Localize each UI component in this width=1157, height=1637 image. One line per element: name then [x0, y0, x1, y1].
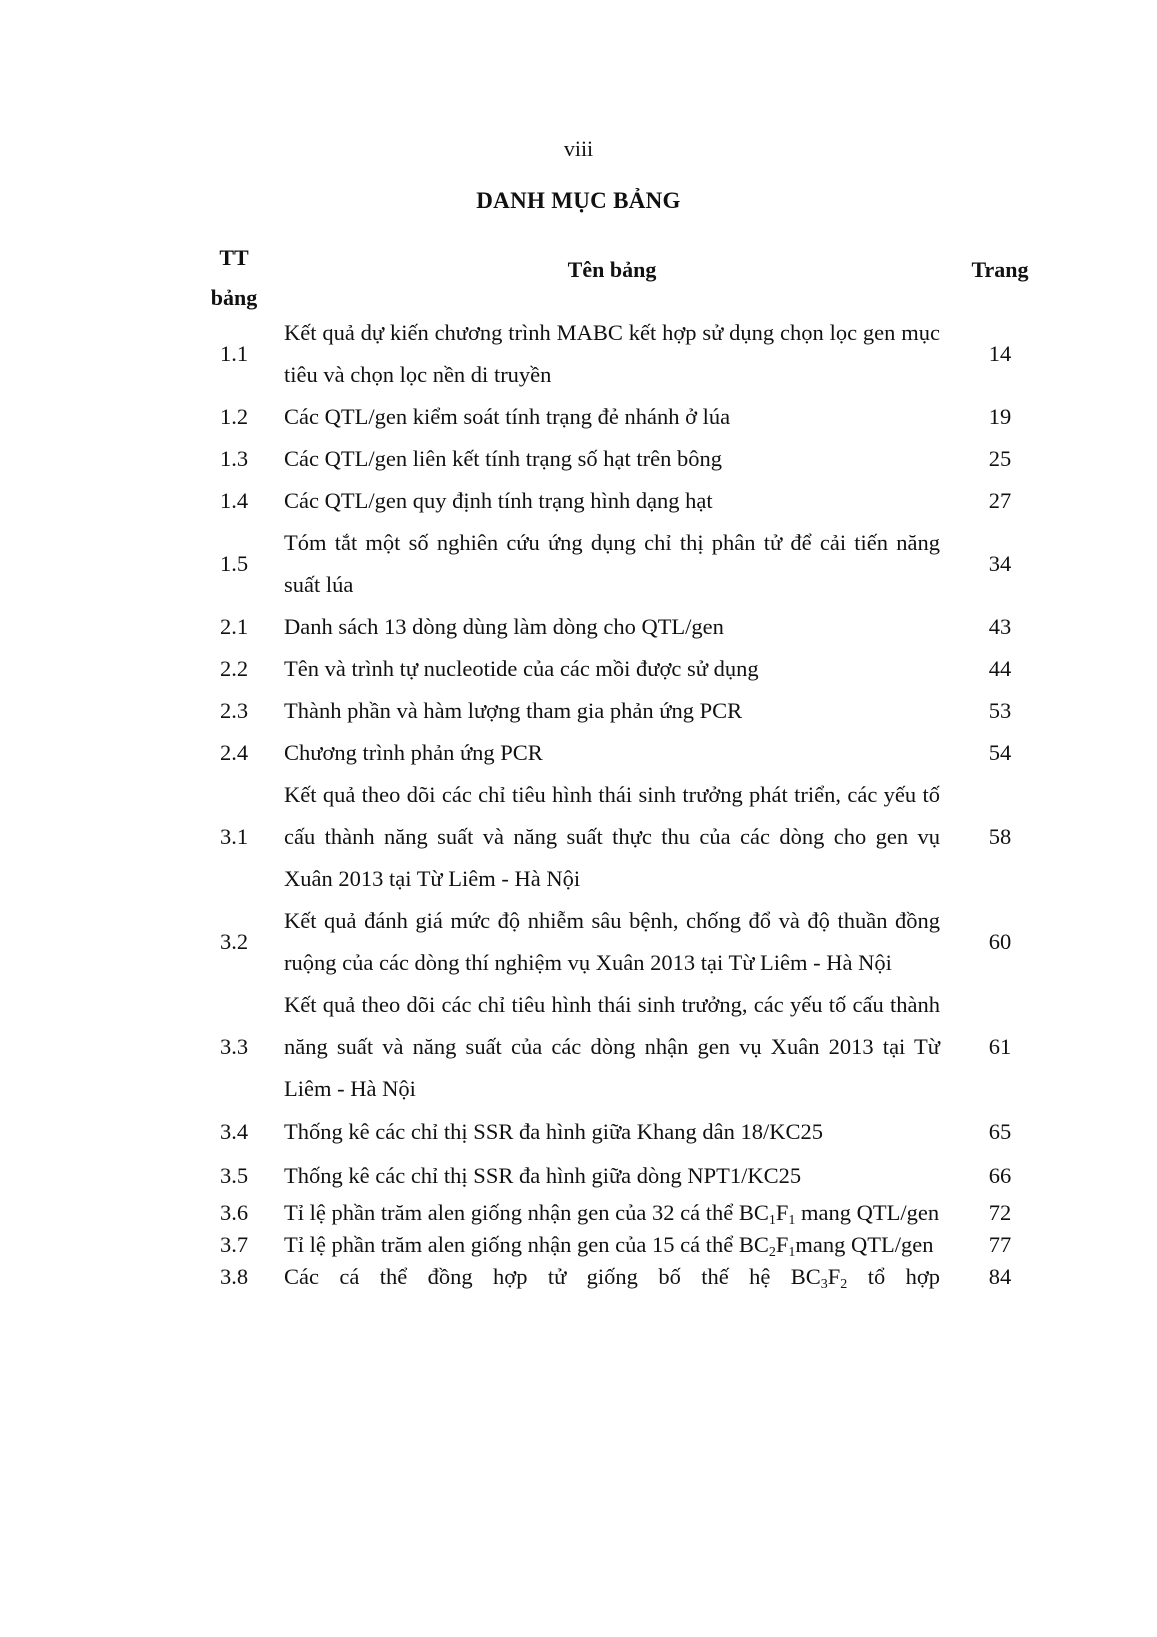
row-title: Các QTL/gen quy định tính trạng hình dạng hạt	[284, 488, 713, 513]
row-page: 58	[988, 824, 1012, 849]
subscript: 3	[820, 1277, 828, 1292]
row-number: 3.6	[219, 1200, 249, 1225]
row-title	[284, 1197, 940, 1229]
subscript: 1	[768, 1213, 776, 1228]
row-title: Kết quả đánh giá mức độ nhiễm sâu bệnh, chống đổ và độ thuần đồng ruộng của các dòng thí nghiệm vụ Xuân 2013 tại Từ Liêm - Hà Nội	[284, 908, 940, 975]
row-title-text: Tỉ lệ phần trăm alen giống nhận gen của 15 cá thể BC	[284, 1232, 769, 1257]
row-title: Thống kê các chỉ thị SSR đa hình giữa Khang dân 18/KC25	[284, 1119, 823, 1144]
row-page: 72	[988, 1200, 1012, 1225]
row-page: 25	[988, 446, 1012, 471]
subscript: 1	[788, 1245, 796, 1260]
row-title: Thành phần và hàm lượng tham gia phản ứng PCR	[284, 698, 743, 723]
row-page: 43	[988, 614, 1012, 639]
table-row	[0, 606, 1157, 648]
row-number: 2.1	[219, 614, 249, 639]
row-title: Kết quả theo dõi các chỉ tiêu hình thái sinh trưởng phát triển, các yếu tố cấu thành năng suất và năng suất thực thu của các dòng cho gen vụ Xuân 2013 tại Từ Liêm - Hà Nội	[284, 782, 940, 891]
row-number: 1.2	[219, 404, 249, 429]
row-title: Các QTL/gen liên kết tính trạng số hạt trên bông	[284, 446, 723, 471]
table-row	[0, 1229, 1157, 1261]
row-number: 1.5	[219, 551, 249, 576]
row-page: 84	[988, 1264, 1012, 1289]
table-row	[0, 1110, 1157, 1154]
row-title-text: F	[775, 1232, 789, 1257]
row-title: Tên và trình tự nucleotide của các mồi được sử dụng	[284, 656, 759, 681]
row-page: 14	[988, 341, 1012, 366]
row-title-text: F	[827, 1264, 841, 1289]
table-row	[0, 732, 1157, 774]
row-page: 44	[988, 656, 1012, 681]
row-title-text: mang QTL/gen	[795, 1232, 934, 1257]
row-title-text: mang QTL/gen	[795, 1200, 940, 1225]
row-title: Tóm tắt một số nghiên cứu ứng dụng chỉ thị phân tử để cải tiến năng suất lúa	[284, 530, 940, 597]
row-title	[284, 1261, 940, 1293]
row-number: 3.7	[219, 1232, 249, 1257]
row-number: 1.4	[219, 488, 249, 513]
row-number: 3.5	[219, 1162, 249, 1188]
row-page: 66	[988, 1162, 1012, 1188]
column-header-name: Tên bảng	[567, 257, 657, 282]
row-number: 2.4	[219, 740, 249, 765]
row-number: 3.8	[219, 1264, 249, 1289]
table-row	[0, 774, 1157, 900]
row-number: 3.3	[219, 1034, 249, 1059]
row-page: 77	[988, 1232, 1012, 1257]
row-title-text: tổ hợp	[847, 1264, 940, 1289]
table-of-tables	[0, 312, 1157, 1293]
row-title-text: F	[775, 1200, 789, 1225]
subscript: 2	[768, 1245, 776, 1260]
row-page: 19	[988, 404, 1012, 429]
row-page: 65	[988, 1119, 1012, 1144]
table-row	[0, 1261, 1157, 1293]
row-number: 3.1	[219, 824, 249, 849]
table-row	[0, 690, 1157, 732]
row-title: Kết quả theo dõi các chỉ tiêu hình thái sinh trưởng, các yếu tố cấu thành năng suất và năng suất của các dòng nhận gen vụ Xuân 2013 tại Từ Liêm - Hà Nội	[284, 992, 940, 1101]
row-number: 2.2	[219, 656, 249, 681]
row-title: Thống kê các chỉ thị SSR đa hình giữa dòng NPT1/KC25	[284, 1162, 802, 1188]
table-row	[0, 522, 1157, 606]
row-title: Kết quả dự kiến chương trình MABC kết hợp sử dụng chọn lọc gen mục tiêu và chọn lọc nền di truyền	[284, 320, 940, 387]
table-row	[0, 396, 1157, 438]
row-title: Danh sách 13 dòng dùng làm dòng cho QTL/gen	[284, 614, 724, 639]
column-header-tt-line1: TT	[219, 245, 249, 270]
row-title	[284, 1229, 940, 1261]
row-title: Các QTL/gen kiểm soát tính trạng đẻ nhánh ở lúa	[284, 404, 731, 429]
page-title: DANH MỤC BẢNG	[476, 188, 681, 213]
table-row	[0, 900, 1157, 984]
row-page: 60	[988, 929, 1012, 954]
table-row	[0, 480, 1157, 522]
page-number: viii	[563, 136, 594, 161]
subscript: 2	[840, 1277, 848, 1292]
row-number: 3.4	[219, 1119, 249, 1144]
table-row	[0, 312, 1157, 396]
row-number: 2.3	[219, 698, 249, 723]
row-title-text: Các cá thể đồng hợp tử giống bố thế hệ BC	[284, 1264, 821, 1289]
row-number: 1.3	[219, 446, 249, 471]
row-page: 54	[988, 740, 1012, 765]
column-header-page: Trang	[971, 257, 1029, 282]
table-row	[0, 984, 1157, 1110]
column-header-tt-line2: bảng	[210, 285, 258, 310]
row-page: 34	[988, 551, 1012, 576]
table-row	[0, 1197, 1157, 1229]
row-page: 53	[988, 698, 1012, 723]
row-page: 27	[988, 488, 1012, 513]
row-page: 61	[988, 1034, 1012, 1059]
row-title: Chương trình phản ứng PCR	[284, 740, 543, 765]
row-title-text: Tỉ lệ phần trăm alen giống nhận gen của 32 cá thể BC	[284, 1200, 769, 1225]
table-row	[0, 1154, 1157, 1198]
subscript: 1	[788, 1213, 796, 1228]
row-number: 1.1	[219, 341, 249, 366]
table-row	[0, 438, 1157, 480]
table-row	[0, 648, 1157, 690]
row-number: 3.2	[219, 929, 249, 954]
column-header-tt	[190, 238, 278, 318]
